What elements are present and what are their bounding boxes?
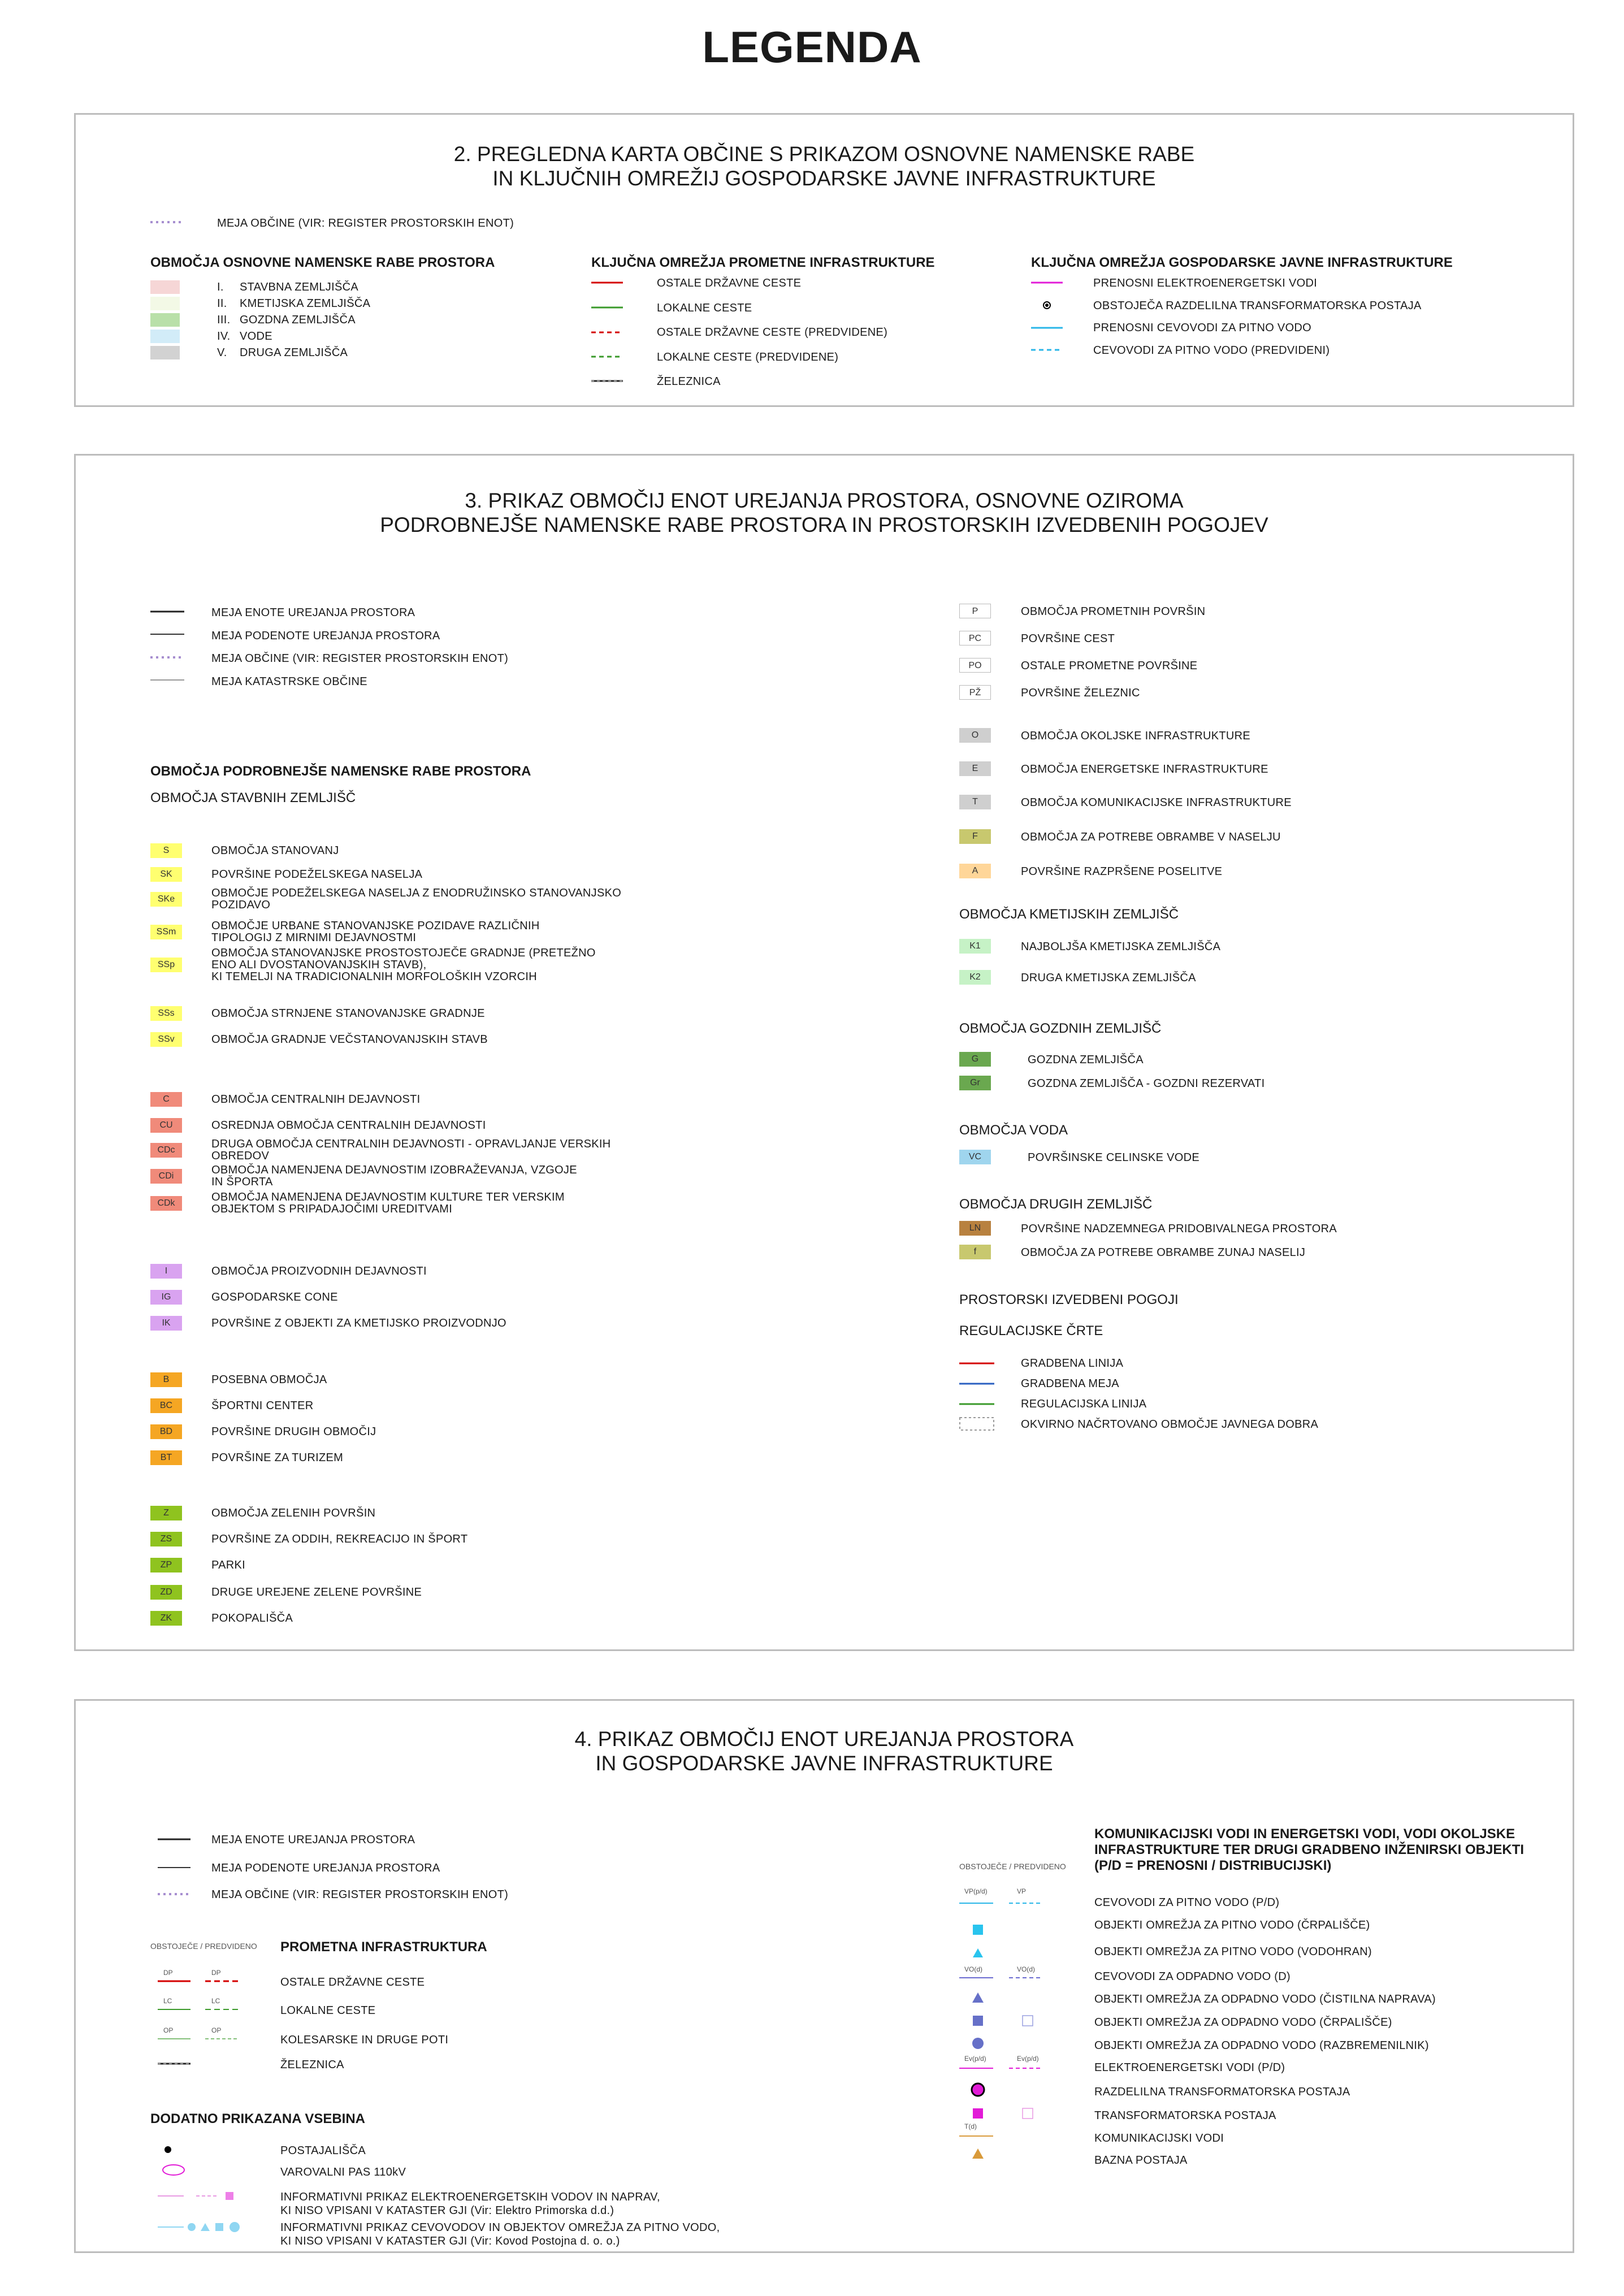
column-title: OBMOČJA OSNOVNE NAMENSKE RABE PROSTORA [150,255,495,270]
infrastructure-icons [1031,279,1065,363]
land-use-code-swatch: K1 [959,939,991,954]
land-use-label: POVRŠINE ZA TURIZEM [211,1451,344,1464]
line-code: VP(p/d) [964,1887,988,1895]
land-use-code-swatch: VC [959,1150,991,1164]
additional-icons [158,2141,271,2248]
transport-label: OSTALE DRŽAVNE CESTE [280,1976,425,1989]
column-title: KLJUČNA OMREŽJA GOSPODARSKE JAVNE INFRASTRUKTURE [1031,255,1453,270]
land-use-label: OBMOČJA OKOLJSKE INFRASTRUKTURE [1021,730,1251,742]
group-title: OBMOČJA STAVBNIH ZEMLJIŠČ [150,790,356,805]
road-network-label: LOKALNE CESTE (PREDVIDENE) [657,350,839,363]
land-use-label: KMETIJSKA ZEMLJIŠČA [240,297,371,310]
group-title: OBMOČJA KMETIJSKIH ZEMLJIŠČ [959,907,1179,922]
land-use-label: OBMOČJA KOMUNIKACIJSKE INFRASTRUKTURE [1021,796,1292,809]
infrastructure-label: CEVOVODI ZA PITNO VODO (PREDVIDENI) [1093,344,1330,357]
utility-label: KOMUNIKACIJSKI VODI [1094,2132,1224,2145]
boundary-label: MEJA ENOTE UREJANJA PROSTORA [211,607,415,619]
utilities-title: KOMUNIKACIJSKI VODI IN ENERGETSKI VODI, VODI OKOLJSKE INFRASTRUKTURE TER DRUGI GRADBENO INŽENIRSKI OBJEKTI (P/D = PRENOSNI / DISTRIBUCIJSKI) [1094,1826,1525,1873]
group-title: PROSTORSKI IZVEDBENI POGOJI [959,1292,1179,1307]
road-line-icons [591,279,625,392]
land-use-code-swatch: PC [959,631,991,646]
land-use-label: POVRŠINE Z OBJEKTI ZA KMETIJSKO PROIZVODNJO [211,1316,506,1329]
page-title: LEGENDA [702,22,922,72]
regulation-label: REGULACIJSKA LINIJA [1021,1398,1147,1410]
utility-label: TRANSFORMATORSKA POSTAJA [1094,2109,1276,2122]
section-2 [74,113,1574,407]
land-use-label: GOSPODARSKE CONE [211,1290,338,1303]
additional-title: DODATNO PRIKAZANA VSEBINA [150,2111,366,2126]
land-use-code-swatch: BD [150,1424,182,1439]
line-code: OP [163,2026,174,2034]
land-use-code-swatch: A [959,864,991,878]
land-use-code-swatch: CDk [150,1196,182,1211]
land-use-code-swatch: CU [150,1118,182,1133]
land-use-label: DRUGA OBMOČJA CENTRALNIH DEJAVNOSTI - OPRAVLJANJE VERSKIH [211,1138,611,1150]
land-use-code-swatch: T [959,795,991,809]
line-code: LC [211,1997,220,2005]
land-use-code-swatch: ZS [150,1532,182,1546]
land-use-code-swatch: SK [150,867,182,882]
boundary-label: MEJA PODENOTE UREJANJA PROSTORA [211,629,440,642]
land-use-label: OBMOČJA ENERGETSKE INFRASTRUKTURE [1021,763,1268,776]
boundary-label: MEJA OBČINE (VIR: REGISTER PROSTORSKIH ENOT) [211,1888,509,1901]
land-use-label: POKOPALIŠČA [211,1611,293,1624]
land-use-label: POVRŠINSKE CELINSKE VODE [1028,1151,1199,1164]
land-use-code-swatch: B [150,1372,182,1387]
land-use-number: IV. [217,330,231,343]
boundary-label: MEJA PODENOTE UREJANJA PROSTORA [211,1862,440,1874]
land-use-label: OBMOČJA PROIZVODNIH DEJAVNOSTI [211,1264,427,1277]
land-use-code-swatch: ZP [150,1558,182,1572]
land-use-label: POVRŠINE ZA ODDIH, REKREACIJO IN ŠPORT [211,1532,468,1545]
section-3 [74,454,1574,1651]
line-code: DP [163,1969,173,1977]
land-use-label: TIPOLOGIJ Z MIRNIMI DEJAVNOSTMI [211,932,417,944]
land-use-code-swatch: Z [150,1506,182,1520]
land-use-code-swatch: C [150,1092,182,1107]
land-use-code-swatch: G [959,1052,991,1067]
land-use-label: OBMOČJA STANOVANJ [211,844,339,857]
land-use-label: KI TEMELJI NA TRADICIONALNIH MORFOLOŠKIH VZORCIH [211,970,537,983]
land-use-label: POSEBNA OBMOČJA [211,1373,327,1386]
line-code: OP [211,2026,222,2034]
section-3-heading: 3. PRIKAZ OBMOČIJ ENOT UREJANJA PROSTORA, OSNOVNE OZIROMA PODROBNEJŠE NAMENSKE RABE PROSTORA IN PROSTORSKIH IZVEDBENIH POGOJEV [380,489,1268,536]
line-code: VP [1017,1887,1027,1895]
land-use-label: GOZDNA ZEMLJIŠČA [1028,1054,1144,1066]
utility-label: OBJEKTI OMREŽJA ZA ODPADNO VODO (RAZBREMENILNIK) [1094,2039,1429,2052]
land-use-label: OBMOČJA NAMENJENA DEJAVNOSTIM KULTURE TER VERSKIM [211,1191,565,1203]
land-use-code-swatch: BT [150,1450,182,1465]
land-use-code-swatch: BC [150,1398,182,1413]
land-use-code-swatch: K2 [959,970,991,985]
subsection-title: OBMOČJA PODROBNEJŠE NAMENSKE RABE PROSTORA [150,764,531,779]
transport-label: ŽELEZNICA [280,2059,344,2071]
land-use-label: POVRŠINE RAZPRŠENE POSELITVE [1021,865,1223,878]
land-use-code-swatch: P [959,604,991,618]
additional-label: KI NISO VPISANI V KATASTER GJI (Vir: Elektro Primorska d.d.) [280,2204,614,2217]
group-title: OBMOČJA DRUGIH ZEMLJIŠČ [959,1197,1153,1212]
land-use-number: II. [217,297,227,310]
land-use-label: OBMOČJE PODEŽELSKEGA NASELJA Z ENODRUŽINSKO STANOVANJSKO [211,887,622,899]
road-network-label: LOKALNE CESTE [657,301,752,314]
land-use-label: OBMOČJA PROMETNIH POVRŠIN [1021,605,1206,618]
land-use-label: POVRŠINE NADZEMNEGA PRIDOBIVALNEGA PROSTORA [1021,1223,1337,1235]
additional-label: KI NISO VPISANI V KATASTER GJI (Vir: Kovod Postojna d. o. o.) [280,2235,620,2247]
land-use-label: OBMOČJA ZA POTREBE OBRAMBE V NASELJU [1021,831,1281,843]
land-use-code-swatch: S [150,843,182,858]
land-use-label: ŠPORTNI CENTER [211,1399,314,1412]
road-network-label: OSTALE DRŽAVNE CESTE [657,277,802,289]
land-use-label: DRUGA KMETIJSKA ZEMLJIŠČA [1021,972,1196,984]
existing-planned-caption: OBSTOJEČE / PREDVIDENO [150,1942,257,1951]
utility-label: ELEKTROENERGETSKI VODI (P/D) [1094,2061,1285,2074]
additional-label: INFORMATIVNI PRIKAZ CEVOVODOV IN OBJEKTOV OMREŽJA ZA PITNO VODO, [280,2221,720,2234]
land-use-label: OBMOČJA STRNJENE STANOVANJSKE GRADNJE [211,1007,485,1020]
land-use-label: OBMOČJA ZA POTREBE OBRAMBE ZUNAJ NASELIJ [1021,1246,1306,1259]
land-use-code-swatch: E [959,761,991,776]
additional-label: POSTAJALIŠČA [280,2145,366,2157]
group-title: OBMOČJA VODA [959,1123,1068,1138]
infrastructure-label: OBSTOJEČA RAZDELILNA TRANSFORMATORSKA POSTAJA [1093,299,1422,312]
land-use-label: VODE [240,330,272,343]
land-use-label: STAVBNA ZEMLJIŠČA [240,281,358,293]
land-use-label: ENO ALI DVOSTANOVANJSKIH STAVB), [211,958,427,971]
regulation-label: OKVIRNO NAČRTOVANO OBMOČJE JAVNEGA DOBRA [1021,1418,1319,1431]
land-use-number: III. [217,314,231,326]
municipal-border-dotted-icon [150,219,184,225]
utility-label: OBJEKTI OMREŽJA ZA ODPADNO VODO (ČRPALIŠČE) [1094,2016,1392,2029]
land-use-code-swatch: SSs [150,1006,182,1021]
land-use-label: DRUGA ZEMLJIŠČA [240,346,348,359]
land-use-swatch [150,280,180,294]
land-use-number: V. [217,346,227,359]
transport-label: LOKALNE CESTE [280,2004,376,2017]
road-network-label: ŽELEZNICA [657,375,721,388]
land-use-code-swatch: SSp [150,958,182,972]
utility-label: CEVOVODI ZA PITNO VODO (P/D) [1094,1896,1280,1909]
land-use-label: POVRŠINE CEST [1021,633,1115,645]
land-use-swatch [150,297,180,310]
land-use-code-swatch: PO [959,658,991,673]
existing-planned-caption: OBSTOJEČE / PREDVIDENO [959,1862,1066,1871]
transport-label: KOLESARSKE IN DRUGE POTI [280,2034,449,2046]
legend-label: MEJA OBČINE (VIR: REGISTER PROSTORSKIH ENOT) [217,217,514,229]
land-use-label: POVRŠINE DRUGIH OBMOČIJ [211,1425,376,1438]
land-use-code-swatch: ZK [150,1611,182,1626]
land-use-label: OSREDNJA OBMOČJA CENTRALNIH DEJAVNOSTI [211,1119,486,1132]
land-use-label: OBMOČJA ZELENIH POVRŠIN [211,1506,376,1519]
line-code: VO(d) [1017,1965,1036,1973]
line-code: T(d) [964,2122,977,2130]
land-use-code-swatch: LN [959,1221,991,1236]
boundary-label: MEJA KATASTRSKE OBČINE [211,675,367,688]
line-code: DP [211,1969,221,1977]
land-use-label: NAJBOLJŠA KMETIJSKA ZEMLJIŠČA [1021,941,1221,953]
utility-icons [959,1887,1061,2204]
road-network-label: OSTALE DRŽAVNE CESTE (PREDVIDENE) [657,326,888,339]
land-use-code-swatch: IK [150,1316,182,1331]
regulation-line-icons [959,1359,997,1432]
land-use-label: OSTALE PROMETNE POVRŠINE [1021,660,1198,672]
regulation-label: GRADBENA LINIJA [1021,1357,1124,1370]
group-title: OBMOČJA GOZDNIH ZEMLJIŠČ [959,1021,1162,1036]
land-use-code-swatch: CDc [150,1143,182,1158]
group-title: REGULACIJSKE ČRTE [959,1323,1103,1338]
additional-label: INFORMATIVNI PRIKAZ ELEKTROENERGETSKIH VODOV IN NAPRAV, [280,2191,660,2203]
land-use-code-swatch: ZD [150,1585,182,1600]
land-use-code-swatch: SSm [150,925,182,939]
section-2-heading: 2. PREGLEDNA KARTA OBČINE S PRIKAZOM OSNOVNE NAMENSKE RABE IN KLJUČNIH OMREŽIJ GOSPODARSKE JAVNE INFRASTRUKTURE [453,142,1195,190]
column-title: KLJUČNA OMREŽJA PROMETNE INFRASTRUKTURE [591,255,935,270]
additional-label: VAROVALNI PAS 110kV [280,2166,406,2178]
section-4 [74,1699,1574,2253]
boundary-label: MEJA OBČINE (VIR: REGISTER PROSTORSKIH ENOT) [211,652,509,665]
land-use-label: POVRŠINE ŽELEZNIC [1021,687,1140,699]
land-use-label: POVRŠINE PODEŽELSKEGA NASELJA [211,868,423,881]
land-use-label: GOZDNA ZEMLJIŠČA - GOZDNI REZERVATI [1028,1077,1265,1090]
land-use-code-swatch: F [959,829,991,844]
land-use-label: OBREDOV [211,1150,270,1162]
land-use-label: OBJEKTOM S PRIPADAJOČIMI UREDITVAMI [211,1203,453,1215]
land-use-label: OBMOČJA STANOVANJSKE PROSTOSTOJEČE GRADNJE (PRETEŽNO [211,946,596,959]
infrastructure-label: PRENOSNI ELEKTROENERGETSKI VODI [1093,277,1318,289]
land-use-code-swatch: Gr [959,1076,991,1090]
land-use-label: DRUGE UREJENE ZELENE POVRŠINE [211,1585,422,1598]
land-use-code-swatch: O [959,728,991,743]
boundary-line-icons [158,1835,194,1897]
line-code: Ev(p/d) [1017,2055,1039,2063]
line-code: VO(d) [964,1965,983,1973]
utility-label: CEVOVODI ZA ODPADNO VODO (D) [1094,1970,1290,1983]
utility-label: RAZDELILNA TRANSFORMATORSKA POSTAJA [1094,2086,1350,2098]
land-use-label: OBMOČJA NAMENJENA DEJAVNOSTIM IZOBRAŽEVANJA, VZGOJE [211,1164,577,1176]
land-use-code-swatch: SKe [150,892,182,907]
utility-label: OBJEKTI OMREŽJA ZA ODPADNO VODO (ČISTILNA NAPRAVA) [1094,1993,1436,2005]
boundary-line-icons [150,607,187,681]
line-code: Ev(p/d) [964,2055,986,2063]
line-code: LC [163,1997,172,2005]
land-use-label: OBMOČJA GRADNJE VEČSTANOVANJSKIH STAVB [211,1033,488,1046]
transport-title: PROMETNA INFRASTRUKTURA [280,1939,487,1955]
land-use-swatch [150,346,180,359]
section-4-heading: 4. PRIKAZ OBMOČIJ ENOT UREJANJA PROSTORA IN GOSPODARSKE JAVNE INFRASTRUKTURE [574,1727,1074,1775]
land-use-label: PARKI [211,1558,246,1571]
land-use-number: I. [217,281,224,293]
land-use-code-swatch: SSv [150,1032,182,1047]
land-use-label: IN ŠPORTA [211,1176,273,1188]
boundary-label: MEJA ENOTE UREJANJA PROSTORA [211,1834,415,1846]
land-use-code-swatch: PŽ [959,685,991,700]
land-use-swatch [150,330,180,343]
land-use-code-swatch: I [150,1264,182,1279]
land-use-label: POZIDAVO [211,899,271,911]
utility-label: OBJEKTI OMREŽJA ZA PITNO VODO (VODOHRAN) [1094,1946,1372,1958]
infrastructure-label: PRENOSNI CEVOVODI ZA PITNO VODO [1093,322,1312,334]
land-use-swatch [150,313,180,327]
land-use-code-swatch: f [959,1245,991,1259]
land-use-code-swatch: CDi [150,1169,182,1184]
land-use-code-swatch: IG [150,1290,182,1305]
utility-label: OBJEKTI OMREŽJA ZA PITNO VODO (ČRPALIŠČE) [1094,1919,1370,1931]
land-use-label: GOZDNA ZEMLJIŠČA [240,314,356,326]
utility-label: BAZNA POSTAJA [1094,2154,1188,2167]
land-use-label: OBMOČJA CENTRALNIH DEJAVNOSTI [211,1093,421,1106]
land-use-label: OBMOČJE URBANE STANOVANJSKE POZIDAVE RAZLIČNIH [211,920,540,932]
regulation-label: GRADBENA MEJA [1021,1377,1119,1390]
